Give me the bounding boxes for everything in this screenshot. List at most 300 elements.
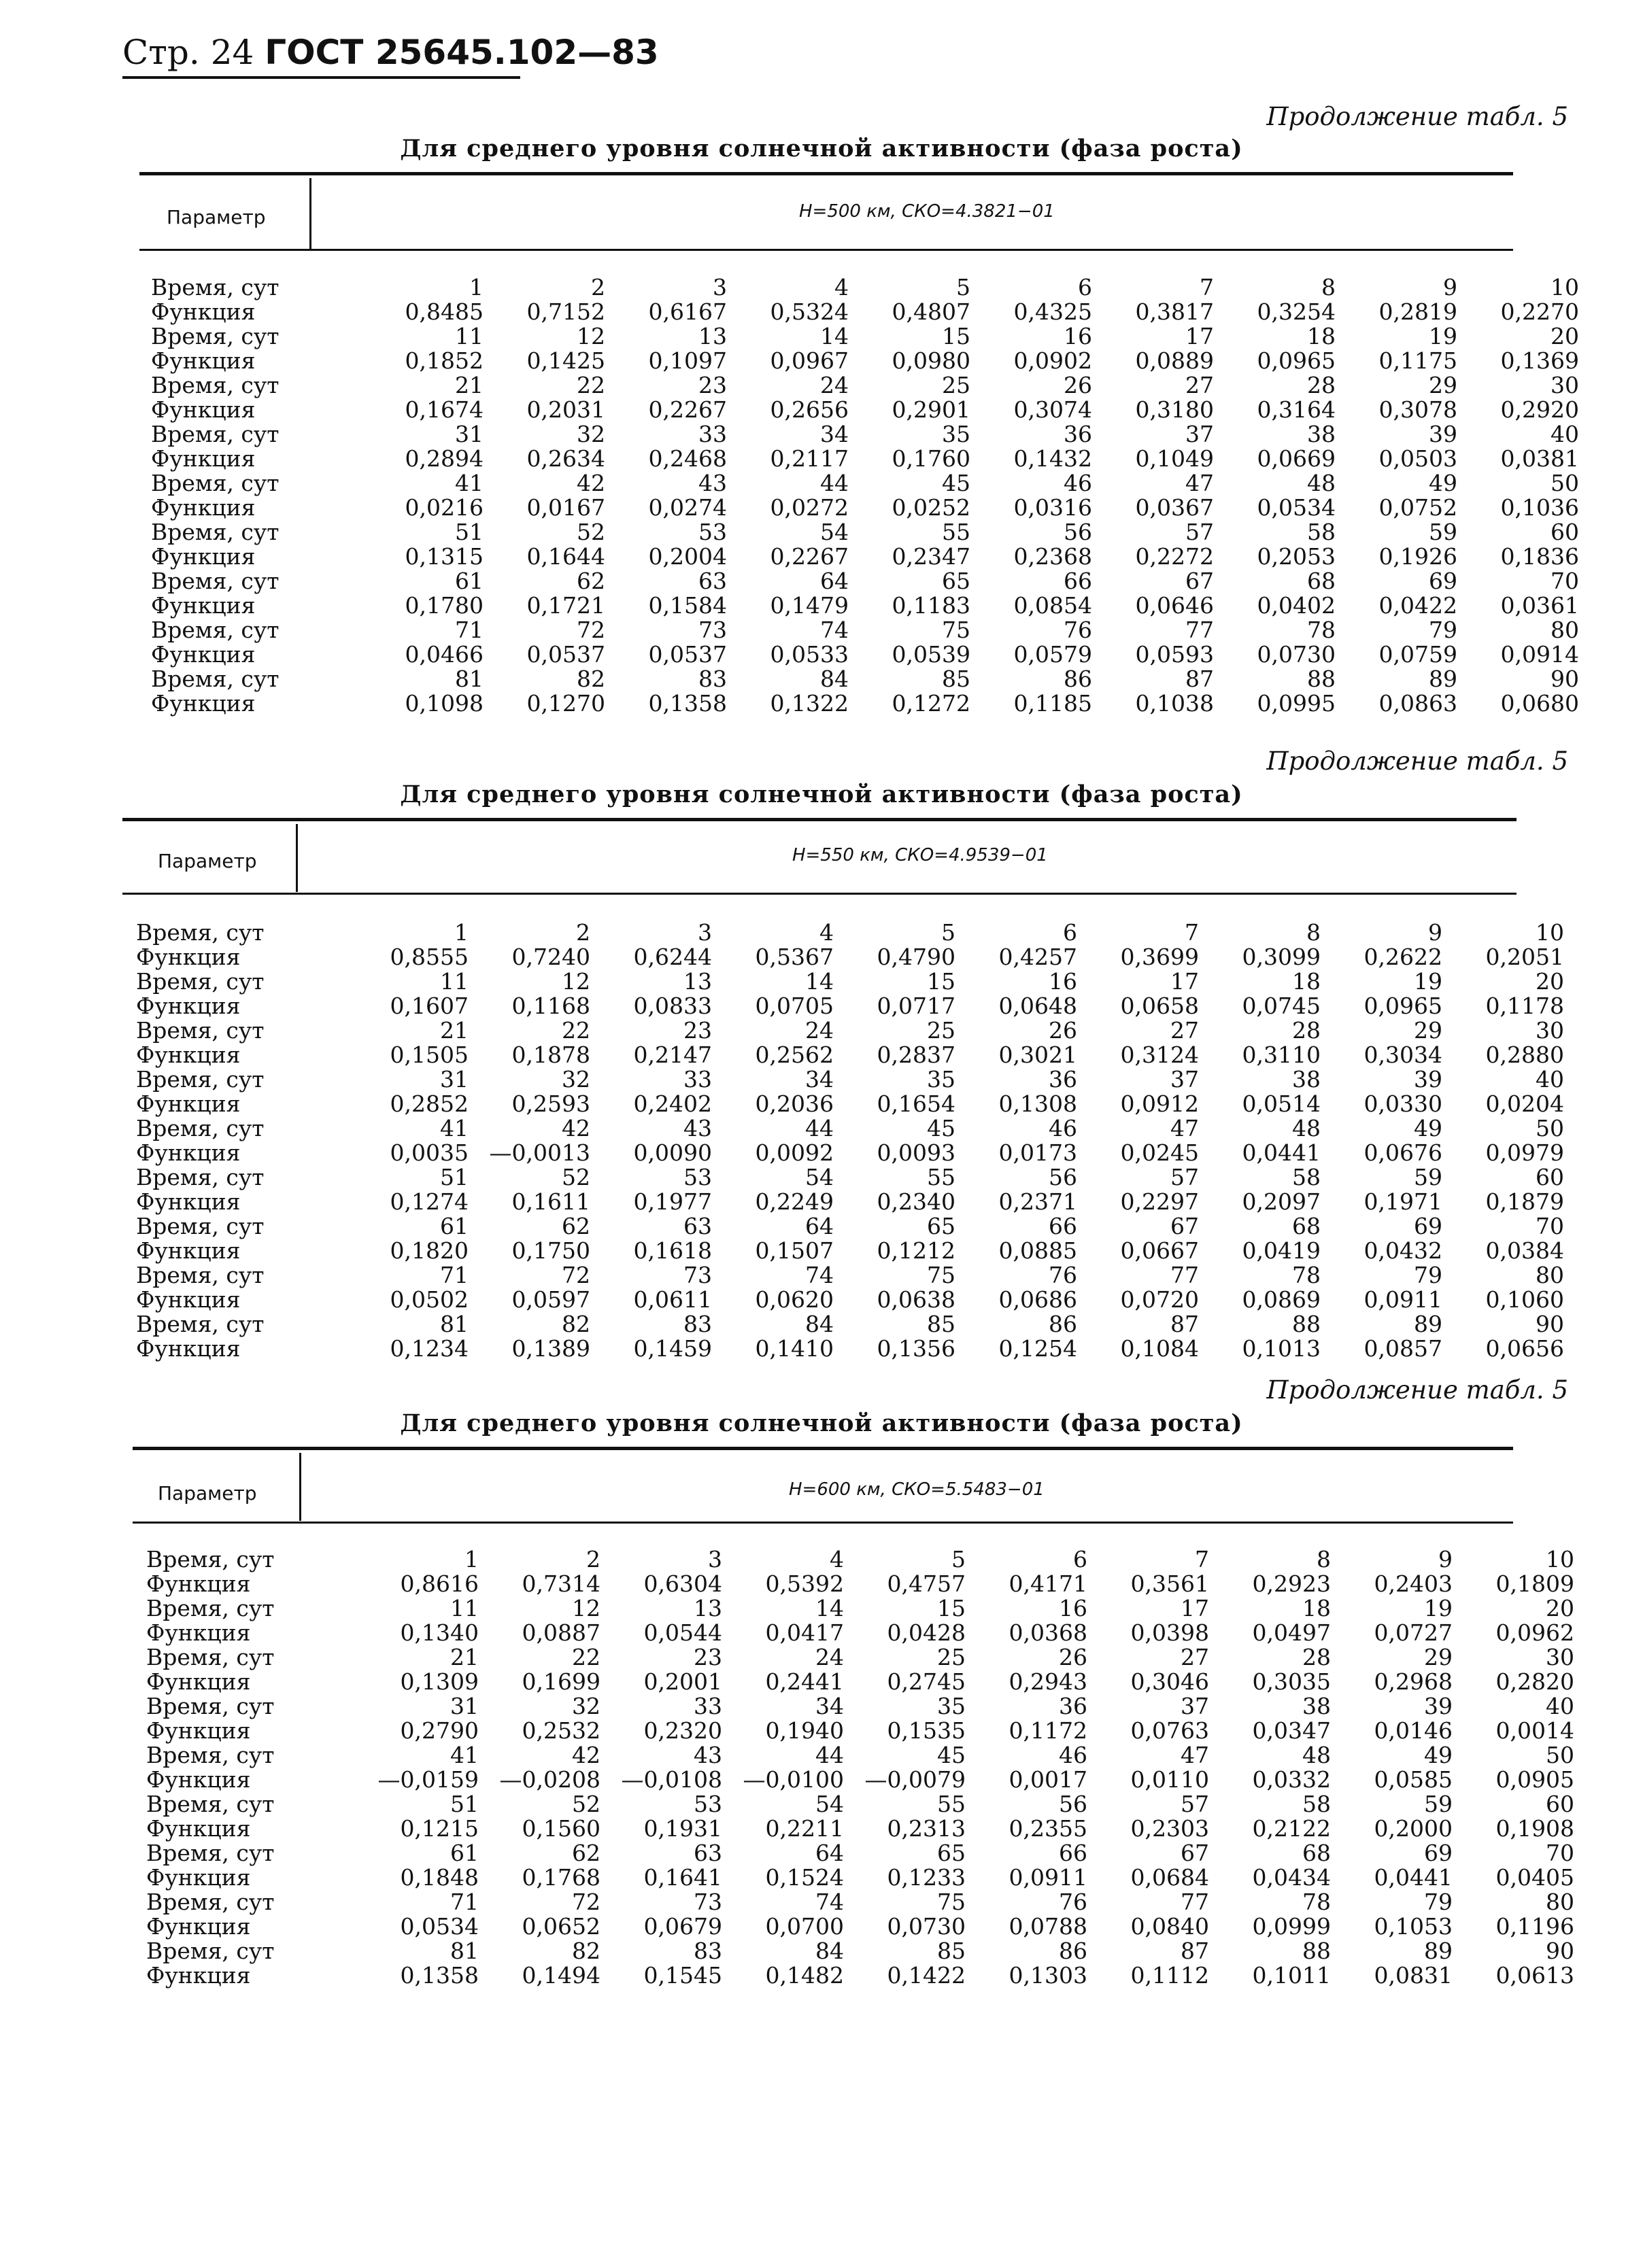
table-cell: 0,1303 [1009,1962,1087,1989]
table-cell: 51 [455,519,484,545]
row-label: Время, сут [146,1644,275,1670]
table-cell: 0,0368 [1009,1619,1087,1646]
table-cell: 0,2968 [1374,1668,1453,1695]
table-cell: 0,0539 [892,641,970,668]
table-cell: 88 [1292,1311,1321,1337]
table-cell: 67 [1170,1213,1199,1239]
table-cell: 89 [1429,666,1457,692]
table-cell: 0,0204 [1485,1090,1564,1117]
table-cell: 0,0680 [1500,690,1579,717]
table-row [136,969,1564,994]
table-cell: 0,0497 [1252,1619,1331,1646]
row-label: Время, сут [146,1889,275,1915]
table-cell: 71 [455,617,484,643]
table-cell: 0,2053 [1257,543,1336,570]
header-rule [122,76,520,79]
table-cell: 0,0887 [522,1619,600,1646]
table-cell: 1 [454,919,469,946]
table-cell: 84 [820,666,849,692]
table-top-rule [133,1447,1513,1450]
table-cell: 0,1036 [1500,494,1579,521]
table-cell: 73 [698,617,727,643]
table-cell: 0,0863 [1378,690,1457,717]
table-cell: 0,1654 [877,1090,955,1117]
table-cell: 75 [937,1889,966,1915]
table-cell: 64 [820,568,849,594]
table-cell: 90 [1546,1938,1574,1964]
continuation-note: Продолжение табл. 5 [1266,1375,1568,1405]
table-cell: 74 [805,1262,834,1288]
table-cell: 0,1183 [892,592,970,619]
table-cell: 0,2371 [998,1188,1077,1215]
table-cell: 16 [1059,1595,1087,1621]
row-label: Функция [136,1139,241,1166]
table-cell: 0,8616 [400,1570,479,1597]
table-cell: 0,0752 [1378,494,1457,521]
table-cell: 0,1560 [522,1815,600,1842]
table-cell: 0,2656 [770,396,849,423]
table-row [151,324,1579,349]
table-cell: 77 [1170,1262,1199,1288]
table-cell: 0,2837 [877,1042,955,1068]
table-cell: 0,0869 [1242,1286,1321,1313]
table-row [151,447,1579,471]
table-row [151,471,1579,496]
table-cell: 72 [577,617,605,643]
table-row [146,1768,1574,1792]
row-label: Функция [136,1335,241,1362]
table-cell: 0,1389 [511,1335,590,1362]
row-label: Функция [136,1188,241,1215]
table-cell: 71 [440,1262,469,1288]
table-cell: 67 [1181,1840,1209,1866]
table-cell: 7 [1195,1546,1209,1573]
table-cell: 46 [1059,1742,1087,1768]
table-cell: 0,1175 [1378,347,1457,374]
table-cell: 32 [572,1693,600,1719]
table-cell: 0,0667 [1120,1237,1199,1264]
row-label: Функция [151,445,256,472]
table-cell: 7 [1200,274,1214,300]
table-cell: 76 [1059,1889,1087,1915]
table-cell: 2 [586,1546,600,1573]
table-cell: 72 [572,1889,600,1915]
table-cell: 58 [1302,1791,1331,1817]
row-label: Функция [151,690,256,717]
table-cell: 34 [820,421,849,447]
table-cell: 0,0979 [1485,1139,1564,1166]
row-label: Функция [151,347,256,374]
table-cell: 69 [1424,1840,1453,1866]
table-cell: 0,0676 [1363,1139,1442,1166]
table-cell: 0,1038 [1135,690,1214,717]
table-cell: 47 [1170,1115,1199,1141]
param-header: Параметр [167,206,266,228]
data-table-body [151,275,1579,716]
table-cell: 87 [1181,1938,1209,1964]
table-cell: 3 [708,1546,722,1573]
table-cell: 0,0503 [1378,445,1457,472]
table-cell: 0,2894 [405,445,484,472]
table-cell: 15 [942,323,970,349]
table-cell: 0,1097 [648,347,727,374]
table-cell: 0,0252 [892,494,970,521]
table-row [151,618,1579,642]
table-cell: 0,1584 [648,592,727,619]
table-cell: 0,1112 [1130,1962,1209,1989]
table-cell: 2 [576,919,590,946]
table-cell: 0,0638 [877,1286,955,1313]
table-cell: 0,3110 [1242,1042,1321,1068]
table-cell: 0,1545 [643,1962,722,1989]
table-cell: 0,0597 [511,1286,590,1313]
table-cell: 0,7314 [522,1570,600,1597]
table-cell: 14 [820,323,849,349]
table-cell: 77 [1185,617,1214,643]
table-cell: 0,0911 [1009,1864,1087,1891]
table-cell: 12 [562,968,590,995]
table-cell: 0,1940 [765,1717,844,1744]
table-title: Для среднего уровня солнечной активности (фаза роста) [400,780,1243,808]
row-label: Время, сут [151,519,280,545]
table-cell: 0,0384 [1485,1237,1564,1264]
table-cell: 86 [1064,666,1092,692]
table-cell: 0,1699 [522,1668,600,1695]
table-row [151,373,1579,398]
table-cell: 69 [1429,568,1457,594]
table-cell: 0,0705 [755,993,834,1019]
table-cell: 0,3254 [1257,298,1336,325]
table-row [146,1621,1574,1645]
param-header: Параметр [158,1482,257,1505]
table-cell: 0,1410 [755,1335,834,1362]
row-label: Функция [151,396,256,423]
data-table [146,1547,1574,1988]
table-cell: 47 [1185,470,1214,496]
table-cell: 4 [834,274,849,300]
table-cell: 68 [1307,568,1336,594]
row-label: Время, сут [151,470,280,496]
row-label: Функция [146,1619,251,1646]
row-label: Время, сут [146,1938,275,1964]
table-cell: 0,1878 [511,1042,590,1068]
page-number: Стр. 24 [122,33,254,72]
table-cell: 0,1836 [1500,543,1579,570]
table-cell: 0,0914 [1500,641,1579,668]
table-row [146,1670,1574,1694]
table-cell: 72 [562,1262,590,1288]
table-row [136,1043,1564,1067]
table-cell: 31 [440,1066,469,1093]
table-cell: 0,2147 [633,1042,712,1068]
row-label: Функция [146,1864,251,1891]
table-cell: 21 [455,372,484,398]
table-cell: 0,0502 [390,1286,469,1313]
table-row [151,545,1579,569]
table-top-rule [139,172,1513,175]
table-cell: 38 [1307,421,1336,447]
table-row [146,1596,1574,1621]
table-cell: 5 [956,274,970,300]
table-cell: 0,1879 [1485,1188,1564,1215]
table-row [146,1866,1574,1890]
table-cell: 6 [1073,1546,1087,1573]
table-cell: 0,0745 [1242,993,1321,1019]
table-cell: 28 [1307,372,1336,398]
table-cell: 44 [820,470,849,496]
table-row [146,1547,1574,1572]
table-top-rule [122,818,1517,821]
table-cell: 0,0533 [770,641,849,668]
table-cell: 0,2441 [765,1668,844,1695]
table-cell: 0,6167 [648,298,727,325]
table-cell: 26 [1049,1017,1077,1044]
table-cell: 0,1272 [892,690,970,717]
table-cell: 24 [820,372,849,398]
table-cell: 35 [937,1693,966,1719]
table-cell: 13 [683,968,712,995]
row-label: Функция [146,1570,251,1597]
table-cell: 87 [1185,666,1214,692]
row-label: Время, сут [146,1546,275,1573]
table-row [136,1067,1564,1092]
table-row [151,520,1579,545]
table-cell: 42 [572,1742,600,1768]
table-cell: 0,0245 [1120,1139,1199,1166]
table-cell: 51 [440,1164,469,1190]
table-cell: 0,1172 [1009,1717,1087,1744]
table-cell: 0,2920 [1500,396,1579,423]
table-cell: 32 [577,421,605,447]
table-cell: 0,0648 [998,993,1077,1019]
table-cell: 0,0965 [1363,993,1442,1019]
table-cell: 0,3078 [1378,396,1457,423]
data-table [136,921,1564,1361]
table-cell: 75 [927,1262,955,1288]
table-row [136,1116,1564,1141]
table-row [136,1018,1564,1043]
table-cell: 29 [1414,1017,1442,1044]
table-cell: 52 [572,1791,600,1817]
table-cell: 52 [562,1164,590,1190]
table-cell: 46 [1064,470,1092,496]
table-cell: 0,2819 [1378,298,1457,325]
table-cell: 76 [1064,617,1092,643]
table-cell: 0,0316 [1013,494,1092,521]
table-cell: 83 [694,1938,722,1964]
row-label: Функция [136,1237,241,1264]
table-cell: 0,0965 [1257,347,1336,374]
row-label: Время, сут [151,323,280,349]
table-cell: 0,0840 [1130,1913,1209,1940]
table-cell: 0,0646 [1135,592,1214,619]
table-cell: 82 [572,1938,600,1964]
table-cell: 0,0534 [400,1913,479,1940]
table-cell: 59 [1429,519,1457,545]
table-cell: 80 [1551,617,1579,643]
table-cell: 0,4790 [877,944,955,970]
table-cell: 90 [1551,666,1579,692]
table-cell: 48 [1302,1742,1331,1768]
table-cell: 13 [694,1595,722,1621]
table-cell: 0,1358 [648,690,727,717]
table-row [146,1743,1574,1768]
table-cell: 86 [1059,1938,1087,1964]
table-cell: 0,0700 [765,1913,844,1940]
table-cell: 48 [1307,470,1336,496]
table-cell: 0,2000 [1374,1815,1453,1842]
table-cell: 77 [1181,1889,1209,1915]
table-cell: 35 [927,1066,955,1093]
table-cell: 0,0216 [405,494,484,521]
table-cell: 38 [1292,1066,1321,1093]
table-cell: 0,0995 [1257,690,1336,717]
table-cell: 0,2923 [1252,1570,1331,1597]
table-cell: 27 [1170,1017,1199,1044]
table-cell: 0,0432 [1363,1237,1442,1264]
table-cell: 0,0613 [1495,1962,1574,1989]
table-row [151,300,1579,324]
table-cell: 0,0962 [1495,1619,1574,1646]
data-table [151,275,1579,716]
table-cell: 64 [815,1840,844,1866]
table-cell: 31 [450,1693,479,1719]
table-row [136,1239,1564,1263]
table-cell: 52 [577,519,605,545]
altitude-spec: H=550 км, СКО=4.9539−01 [792,845,1048,865]
table-cell: 0,2347 [892,543,970,570]
table-cell: 29 [1429,372,1457,398]
table-cell: 11 [440,968,469,995]
table-cell: 89 [1414,1311,1442,1337]
table-cell: 21 [450,1644,479,1670]
table-cell: 0,3817 [1135,298,1214,325]
table-cell: 0,1049 [1135,445,1214,472]
table-cell: 0,1432 [1013,445,1092,472]
table-cell: 41 [440,1115,469,1141]
table-row [146,1572,1574,1596]
table-cell: 56 [1064,519,1092,545]
table-title: Для среднего уровня солнечной активности (фаза роста) [400,1409,1243,1437]
table-cell: 0,1505 [390,1042,469,1068]
table-cell: 0,0332 [1252,1766,1331,1793]
row-label: Время, сут [151,274,280,300]
table-cell: 0,1215 [400,1815,479,1842]
table-cell: 39 [1414,1066,1442,1093]
row-label: Функция [151,494,256,521]
table-cell: 8 [1317,1546,1331,1573]
table-cell: 0,8555 [390,944,469,970]
table-cell: 18 [1307,323,1336,349]
table-cell: 0,0014 [1495,1717,1574,1744]
table-cell: 80 [1536,1262,1564,1288]
row-label: Функция [146,1815,251,1842]
table-cell: 0,0669 [1257,445,1336,472]
table-cell: 33 [694,1693,722,1719]
table-cell: 22 [577,372,605,398]
table-cell: 0,0167 [526,494,605,521]
table-cell: 56 [1059,1791,1087,1817]
table-cell: 81 [455,666,484,692]
table-cell: 23 [698,372,727,398]
table-cell: 64 [805,1213,834,1239]
table-row [146,1914,1574,1939]
table-cell: 88 [1302,1938,1331,1964]
table-cell: 39 [1424,1693,1453,1719]
row-label: Функция [136,1042,241,1068]
table-cell: 0,3180 [1135,396,1214,423]
table-cell: 0,1535 [887,1717,966,1744]
table-title: Для среднего уровня солнечной активности (фаза роста) [400,135,1243,162]
row-label: Время, сут [136,968,265,995]
table-cell: 0,3074 [1013,396,1092,423]
table-cell: 62 [572,1840,600,1866]
table-cell: 0,0422 [1378,592,1457,619]
table-cell: 5 [951,1546,966,1573]
table-cell: 0,0967 [770,347,849,374]
table-cell: 11 [450,1595,479,1621]
table-cell: 0,2031 [526,396,605,423]
table-cell: 59 [1414,1164,1442,1190]
table-cell: 0,1369 [1500,347,1579,374]
table-cell: 84 [815,1938,844,1964]
gost-code: ГОСТ 25645.102—83 [265,33,659,72]
data-table-body [146,1547,1574,1988]
table-row [151,349,1579,373]
table-cell: 0,2880 [1485,1042,1564,1068]
table-cell: 0,2593 [511,1090,590,1117]
table-cell: 3 [698,919,712,946]
row-label: Время, сут [151,666,280,692]
table-cell: 0,5324 [770,298,849,325]
table-cell: 0,1459 [633,1335,712,1362]
table-cell: 0,1852 [405,347,484,374]
data-table-body [136,921,1564,1361]
table-row [136,1288,1564,1312]
row-label: Функция [146,1717,251,1744]
table-cell: 0,1425 [526,347,605,374]
table-cell: 59 [1424,1791,1453,1817]
table-row [151,642,1579,667]
table-cell: 10 [1546,1546,1574,1573]
table-cell: 46 [1049,1115,1077,1141]
table-cell: 0,7240 [511,944,590,970]
table-cell: —0,0100 [743,1766,844,1793]
table-cell: 0,1084 [1120,1335,1199,1362]
row-label: Функция [151,592,256,619]
table-cell: 0,0912 [1120,1090,1199,1117]
table-cell: 73 [683,1262,712,1288]
table-cell: 0,2745 [887,1668,966,1695]
table-cell: 85 [937,1938,966,1964]
table-cell: 6 [1078,274,1092,300]
table-cell: 10 [1536,919,1564,946]
table-cell: 0,0585 [1374,1766,1453,1793]
table-cell: 0,1098 [405,690,484,717]
table-cell: 60 [1551,519,1579,545]
table-cell: 15 [927,968,955,995]
table-cell: 74 [815,1889,844,1915]
table-cell: 30 [1536,1017,1564,1044]
table-cell: 81 [450,1938,479,1964]
table-cell: 0,2097 [1242,1188,1321,1215]
table-cell: 0,1234 [390,1335,469,1362]
table-cell: 41 [450,1742,479,1768]
table-row [136,1312,1564,1337]
table-cell: 61 [440,1213,469,1239]
table-cell: 0,0833 [633,993,712,1019]
table-cell: 36 [1064,421,1092,447]
